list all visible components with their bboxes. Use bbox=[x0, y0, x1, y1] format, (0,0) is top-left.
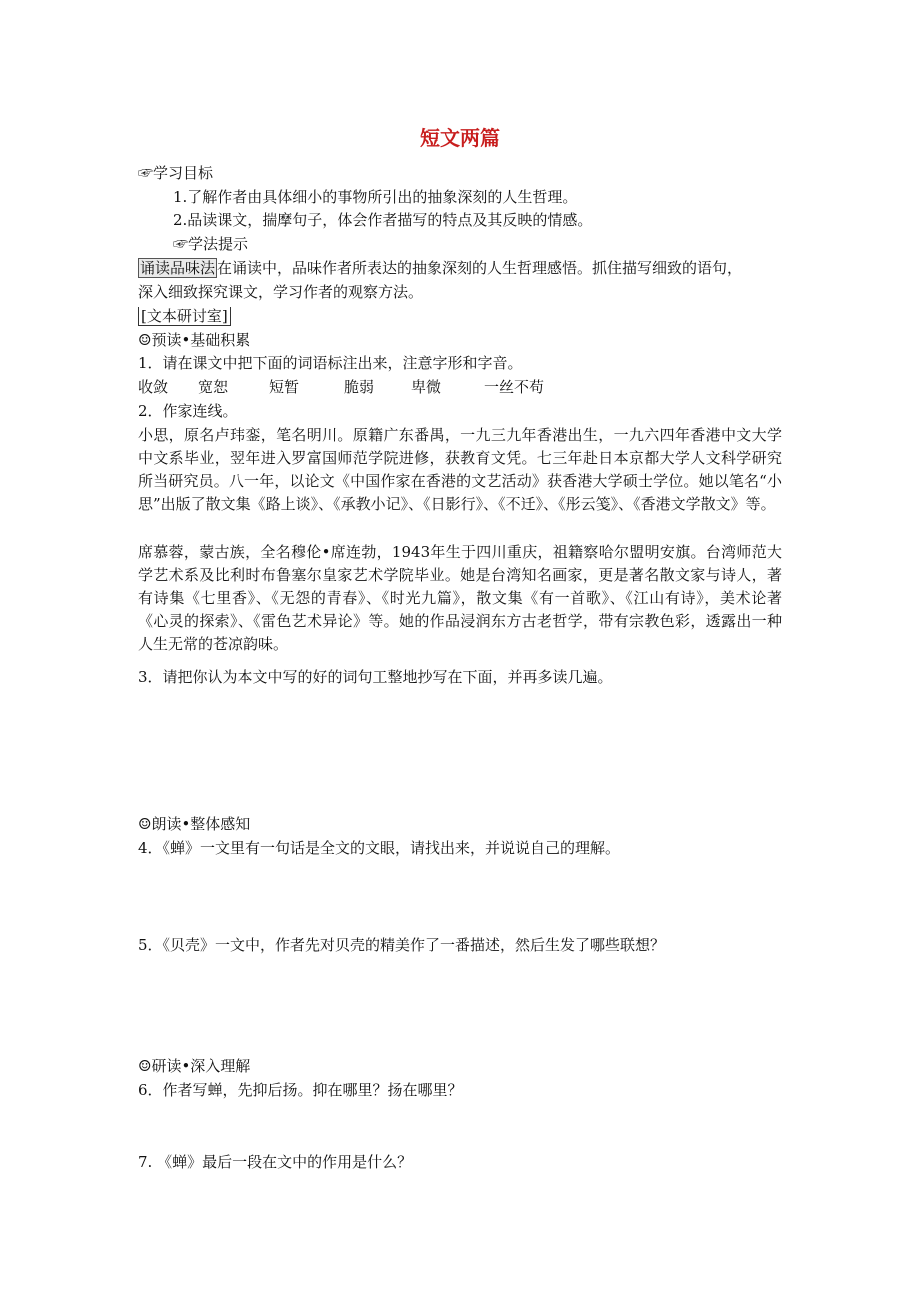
section-label bbox=[138, 306, 231, 326]
author-bio-ximurong: 席慕蓉，蒙古族，全名穆伦•席连勃，1943年生于四川重庆，祖籍察哈尔盟明安旗。台湾师范大学艺术系及比利时布鲁塞尔皇家艺术学院毕业。她是台湾知名画家，更是著名散文家与诗人，著有诗集《七里香》、《无怨的青春》、《时光九篇》，散文集《有一首歌》、《江山有诗》，美术论著《心灵的探索》、《雷色艺术异论》等。她的作品浸润东方古老哲学，带有宗教色彩，透露出一种人生无常的苍凉韵味。 bbox=[138, 543, 782, 653]
study-goals-heading: ☞学习目标 bbox=[138, 164, 214, 182]
section-label-text: [文本研讨室] bbox=[138, 307, 231, 326]
word-item: 一丝不苟 bbox=[484, 378, 545, 396]
question-3: 3．请把你认为本文中写的好的词句工整地抄写在下面，并再多读几遍。 bbox=[138, 668, 613, 686]
reading-heading: ☺朗读•整体感知 bbox=[138, 815, 251, 833]
question-6: 6．作者写蝉，先抑后扬。抑在哪里？扬在哪里？ bbox=[138, 1081, 463, 1099]
word-item: 卑微 bbox=[411, 378, 442, 396]
method-text-2: 深入细致探究课文，学习作者的观察方法。 bbox=[138, 283, 424, 301]
question-4: 4．《蝉》一文里有一句话是全文的文眼，请找出来，并说说自己的理解。 bbox=[138, 839, 621, 857]
question-7: 7. 《蝉》最后一段在文中的作用是什么？ bbox=[138, 1153, 413, 1171]
preview-heading: ☺预读•基础积累 bbox=[138, 331, 251, 349]
question-1: 1．请在课文中把下面的词语标注出来，注意字形和字音。 bbox=[138, 354, 523, 372]
page-title: 短文两篇 bbox=[420, 126, 500, 150]
method-label: 诵读品味法 bbox=[140, 259, 216, 277]
word-item: 宽恕 bbox=[198, 378, 229, 396]
word-item: 短暂 bbox=[269, 378, 300, 396]
method-text-1: 在诵读中，品味作者所表达的抽象深刻的人生哲理感悟。抓住描写细致的语句， bbox=[217, 259, 743, 277]
question-5: 5．《贝壳》一文中，作者先对贝壳的精美作了一番描述，然后生发了哪些联想？ bbox=[138, 936, 666, 954]
word-item: 脆弱 bbox=[344, 378, 375, 396]
method-line-1 bbox=[138, 258, 742, 278]
word-item: 收敛 bbox=[138, 378, 169, 396]
study-goal-item: 2.品读课文，揣摩句子，体会作者描写的特点及其反映的情感。 bbox=[173, 211, 593, 229]
author-bio-xiaosi: 小思，原名卢玮銮，笔名明川。原籍广东番禺，一九三九年香港出生，一九六四年香港中文大学中文系毕业，翌年进入罗富国师范学院进修，获教育文凭。七三年赴日本京都大学人文科学研究所当研究员。八一年，以论文《中国作家在香港的文艺活动》获香港大学硕士学位。她以笔名“小思”出版了散文集《路上谈》、《承教小记》、《日影行》、《不迁》、《彤云笺》、《香港文学散文》等。 bbox=[138, 426, 782, 513]
method-heading: ☞学法提示 bbox=[173, 235, 249, 253]
question-2: 2．作家连线。 bbox=[138, 402, 238, 420]
study-heading: ☺研读•深入理解 bbox=[138, 1057, 251, 1075]
study-goal-item: 1.了解作者由具体细小的事物所引出的抽象深刻的人生哲理。 bbox=[173, 188, 578, 206]
